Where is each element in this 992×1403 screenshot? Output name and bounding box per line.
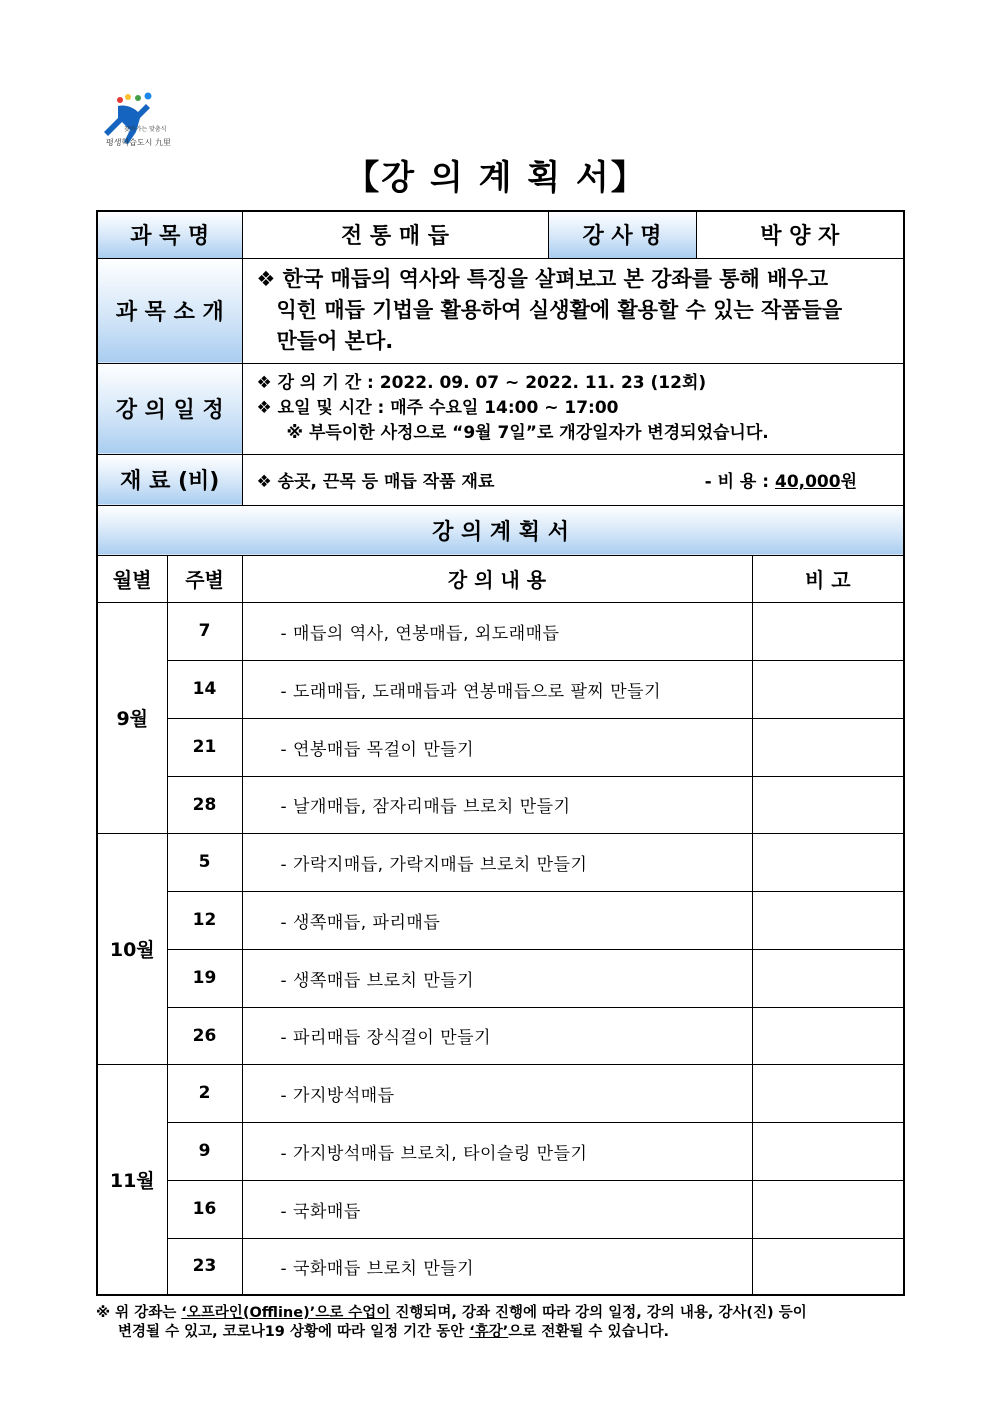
col-week-header: 주별 [167,555,242,602]
materials-label: 재 료 (비) [97,454,242,505]
page-title: 【강 의 계 획 서】 [345,158,647,198]
footer-line1 [96,1305,807,1321]
note-cell [752,776,904,833]
week-cell: 26 [167,1007,242,1064]
week-cell: 19 [167,949,242,1007]
subject-label: 과 목 명 [97,211,242,258]
fee-label: - 비 용 : [704,472,775,492]
week-cell: 16 [167,1180,242,1238]
note-cell [752,1180,904,1238]
logo-tagline: 찾아가는 맞춤식 [124,126,167,133]
instructor-value: 박 양 자 [696,211,904,258]
fee [705,467,857,492]
schedule-text [242,363,904,454]
intro-line: 한국 매듭의 역사와 특징을 살펴보고 본 강좌를 통해 배우고 [282,267,829,291]
lecture-content: - 국화매듭 [242,1180,752,1238]
col-note-header: 비 고 [752,555,904,602]
note-cell [752,1064,904,1122]
week-cell: 2 [167,1064,242,1122]
logo-name: 평생학습도시 九里 [106,138,171,147]
footer-text: ※ 위 강좌는 [96,1305,182,1321]
lecture-content: - 연봉매듭 목걸이 만들기 [242,718,752,776]
week-cell: 5 [167,833,242,891]
week-cell: 14 [167,660,242,718]
week-cell: 28 [167,776,242,833]
lecture-content: - 파리매듭 장식걸이 만들기 [242,1007,752,1064]
lecture-content: - 가지방석매듭 [242,1064,752,1122]
note-cell [752,718,904,776]
week-cell: 23 [167,1238,242,1295]
week-cell: 7 [167,602,242,660]
lecture-content: - 날개매듭, 잠자리매듭 브로치 만들기 [242,776,752,833]
lecture-content: - 생쪽매듭 브로치 만들기 [242,949,752,1007]
intro-label: 과 목 소 개 [97,258,242,363]
note-cell [752,602,904,660]
lecture-content: - 생쪽매듭, 파리매듭 [242,891,752,949]
intro-line: 익힌 매듭 기법을 활용하여 실생활에 활용할 수 있는 작품들을 [276,298,843,322]
plan-title: 강 의 계 획 서 [97,505,904,555]
diamond-bullet-icon: ❖ [256,267,276,291]
footer-offline: ‘오프라인(Offline)’으로 수업이 [181,1305,391,1321]
lecture-content: - 가지방석매듭 브로치, 타이슬링 만들기 [242,1122,752,1180]
week-cell: 21 [167,718,242,776]
lecture-content: - 도래매듭, 도래매듭과 연봉매듭으로 팔찌 만들기 [242,660,752,718]
footer-text: 으로 전환될 수 있습니다. [508,1324,670,1340]
footer-break: ‘휴강’ [469,1324,509,1340]
month-cell: 10월 [97,833,167,1064]
schedule-time: ❖ 요일 및 시간 : 매주 수요일 14:00 ~ 17:00 [256,398,619,418]
intro-line: 만들어 본다. [276,329,394,353]
footer-line2 [96,1323,906,1342]
note-cell [752,1122,904,1180]
week-cell: 9 [167,1122,242,1180]
intro-text [242,258,904,363]
footer-note [96,1304,906,1342]
month-cell: 9월 [97,602,167,833]
note-cell [752,949,904,1007]
subject-value: 전 통 매 듭 [242,211,548,258]
note-cell [752,1007,904,1064]
note-cell [752,833,904,891]
materials-cell [242,454,904,505]
lecture-content: - 가락지매듭, 가락지매듭 브로치 만들기 [242,833,752,891]
materials-value: ❖ 송곳, 끈목 등 매듭 작품 재료 [256,472,495,492]
col-month-header: 월별 [97,555,167,602]
week-cell: 12 [167,891,242,949]
footer-text: 변경될 수 있고, 코로나19 상황에 따라 일정 기간 동안 [118,1324,470,1340]
schedule-label: 강 의 일 정 [97,363,242,454]
fee-value: 40,000 [774,472,841,492]
instructor-label: 강 사 명 [548,211,696,258]
col-content-header: 강 의 내 용 [242,555,752,602]
note-cell [752,1238,904,1295]
schedule-note: ※ 부득이한 사정으로 “9월 7일”로 개강일자가 변경되었습니다. [286,423,769,443]
schedule-period: ❖ 강 의 기 간 : 2022. 09. 07 ~ 2022. 11. 23 (12회) [256,373,707,393]
footer-text: 진행되며, 강좌 진행에 따라 강의 일정, 강의 내용, 강사(진) 등이 [390,1305,807,1321]
month-cell: 11월 [97,1064,167,1295]
note-cell [752,891,904,949]
lecture-content: - 매듭의 역사, 연봉매듭, 외도래매듭 [242,602,752,660]
lecture-plan-table [96,210,905,1296]
fee-unit: 원 [840,472,858,492]
note-cell [752,660,904,718]
lecture-content: - 국화매듭 브로치 만들기 [242,1238,752,1295]
